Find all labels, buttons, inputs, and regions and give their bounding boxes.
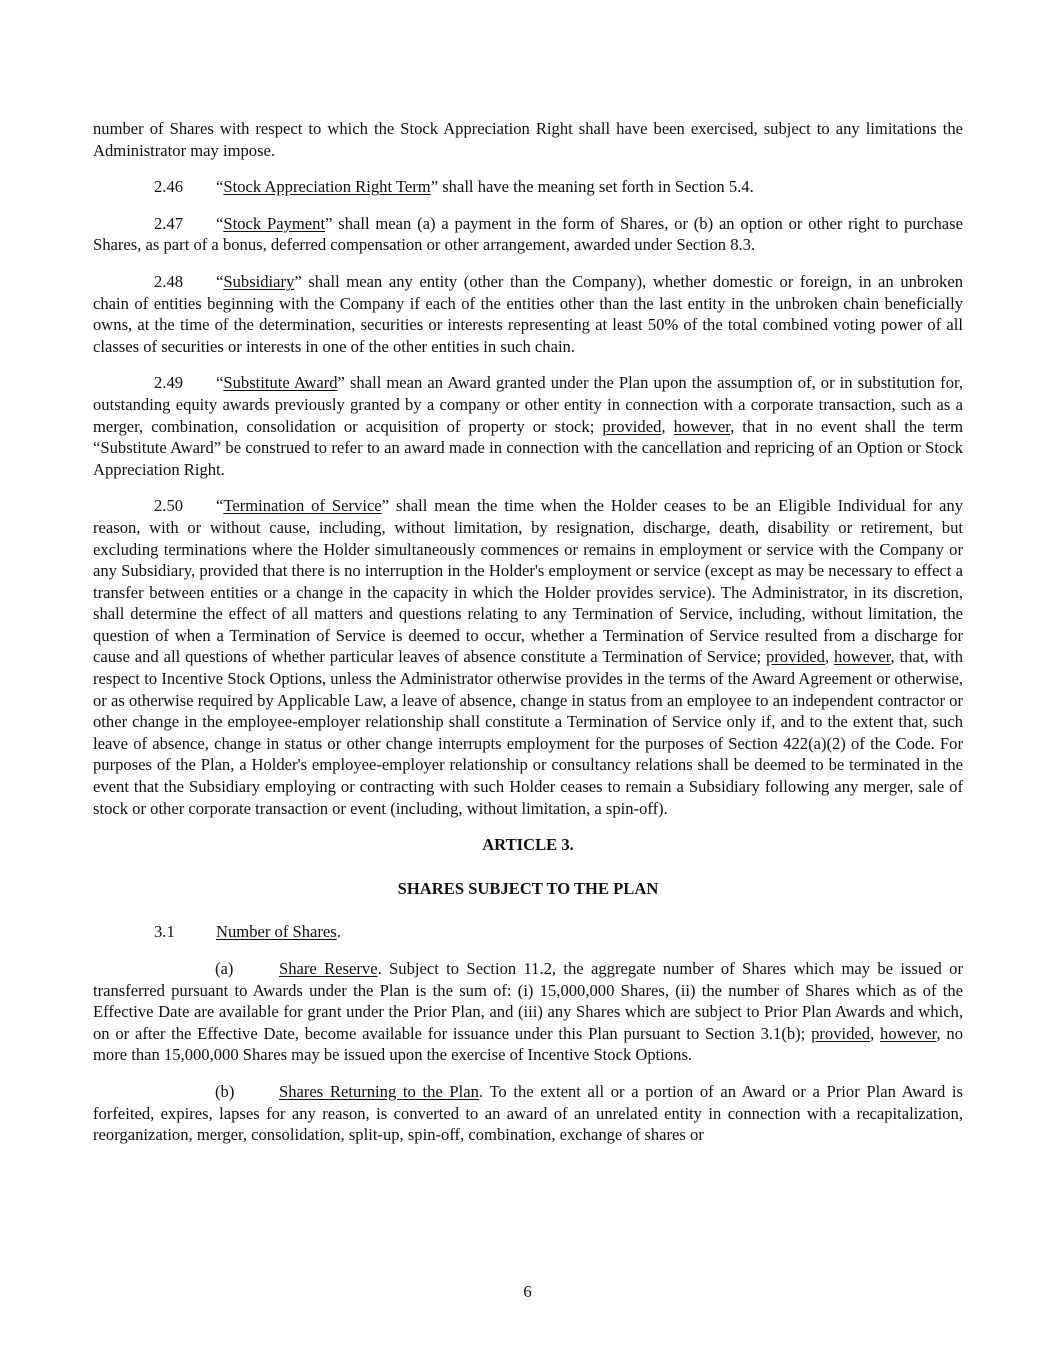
provided-term: provided xyxy=(765,647,825,667)
quote-open: “ xyxy=(216,213,224,233)
subsection-text-end: , no more than 15,000,000 Shares may be issued upon the exercise of Incentive Stock Options. xyxy=(93,1023,964,1065)
definition-text: ” shall mean (a) a payment in the form of Shares, or (b) an option or other right to purchase Shares, as part of a bonus, deferred compensation or other arrangement, awarded under Section 8.3. xyxy=(93,213,963,255)
section-number: 2.49 xyxy=(154,373,184,393)
definition-text: ” shall have the meaning set forth in Section 5.4. xyxy=(430,177,754,197)
section-2-48 xyxy=(93,271,963,357)
article-heading: ARTICLE 3. xyxy=(482,835,574,855)
subsection-heading: Shares Returning to the Plan xyxy=(279,1081,479,1101)
section-number: 3.1 xyxy=(154,922,175,942)
section-3-1 xyxy=(93,921,963,943)
subsection-number: (b) xyxy=(215,1081,235,1101)
article-title: SHARES SUBJECT TO THE PLAN xyxy=(397,878,659,898)
continued-paragraph: number of Shares with respect to which the Stock Appreciation Right shall have been exercised, subject to any limitations the Administrator may impose. xyxy=(93,119,963,160)
defined-term: Termination of Service xyxy=(223,496,382,516)
defined-term: Stock Appreciation Right Term xyxy=(223,177,431,197)
subsection-heading: Share Reserve xyxy=(279,959,378,978)
however-term: however xyxy=(880,1023,937,1043)
section-2-46 xyxy=(93,176,963,198)
section-number: 2.50 xyxy=(154,496,184,516)
definition-text: ” shall mean any entity (other than the Company), whether domestic or foreign, in an unbroken chain of entities beginning with the Company if each of the entities other than the last entity in the unbroken chain beneficially owns, at the time of the determination, securities or interests representing at least 50% of the total combined voting power of all classes of securities or interests in one of the other entities in such chain. xyxy=(93,271,963,356)
provided-term: provided xyxy=(602,416,662,436)
definition-text: ” shall mean the time when the Holder ceases to be an Eligible Individual for any reason, with or without cause, including, without limitation, by resignation, discharge, death, disability or retirement, but excluding terminations where the Holder simultaneously commences or remains in employment or service with the Company or any Subsidiary, provided that there is no interruption in the Holder's employment or service (except as may be necessary to effect a transfer between entities or a change in the capacity in which the Holder provides service). The Administrator, in its discretion, shall determine the effect of all matters and questions relating to any Termination of Service, including, without limitation, the question of when a Termination of Service is deemed to occur, whether a Termination of Service resulted from a discharge for cause and all questions of whether particular leaves of absence constitute a Termination of Service; xyxy=(93,496,963,667)
subsection-text: . Subject to Section 11.2, the aggregate number of Shares which may be issued or transferred pursuant to Awards under the Plan is the sum of: (i) 15,000,000 Shares, (ii) the number of Shares which as of the Effective Date are available for grant under the Prior Plan, and (iii) any Shares which are subject to Prior Plan Awards and which, on or after the Effective Date, become available for issuance under this Plan pursuant to Section 3.1(b); xyxy=(93,959,963,1043)
comma: , xyxy=(870,1023,881,1043)
section-2-49 xyxy=(93,372,963,480)
subsection-text: . To the extent all or a portion of an Award or a Prior Plan Award is forfeited, expires, lapses for any reason, is converted to an award of an unrelated entity in connection with a recapitalization, reorganization, merger, consolidation, split-up, spin-off, combination, exchange of shares or xyxy=(93,1081,963,1145)
quote-open: “ xyxy=(216,373,224,393)
quote-open: “ xyxy=(216,496,224,516)
definition-text: ” shall mean an Award granted under the Plan upon the assumption of, or in substitution for, outstanding equity awards previously granted by a company or other entity in connection with a corporate transaction, such as a merger, combination, consolidation or acquisition of property or stock; xyxy=(93,373,963,436)
provided-term: provided xyxy=(811,1023,871,1043)
section-3-1-b xyxy=(93,1081,963,1146)
quote-open: “ xyxy=(216,177,224,197)
section-heading: Number of Shares xyxy=(216,922,337,942)
subsection-number: (a) xyxy=(215,959,234,978)
period: . xyxy=(336,922,341,942)
quote-open: “ xyxy=(216,271,224,291)
comma: , xyxy=(824,647,835,667)
however-term: however xyxy=(834,647,891,667)
section-2-47 xyxy=(93,213,963,256)
however-term: however xyxy=(673,416,731,436)
section-number: 2.48 xyxy=(154,271,184,291)
document-page xyxy=(93,118,963,1161)
page-number: 6 xyxy=(523,1282,532,1301)
section-number: 2.46 xyxy=(154,177,184,197)
section-2-50 xyxy=(93,495,963,819)
section-number: 2.47 xyxy=(154,213,184,233)
defined-term: Stock Payment xyxy=(223,213,326,233)
defined-term: Substitute Award xyxy=(223,373,338,393)
defined-term: Subsidiary xyxy=(223,271,295,291)
section-3-1-a xyxy=(93,958,963,1066)
definition-text-end: , that in no event shall the term “Substitute Award” be construed to refer to an award made in connection with the cancellation and repricing of an Option or Stock Appreciation Right. xyxy=(93,416,964,479)
comma: , xyxy=(661,416,674,436)
definition-text-end: , that, with respect to Incentive Stock Options, unless the Administrator otherwise provides in the terms of the Award Agreement or otherwise, or as otherwise required by Applicable Law, a leave of absence, change in status from an employee to an independent contractor or other change in the employee-employer relationship shall constitute a Termination of Service only if, and to the extent that, such leave of absence, change in status or other change interrupts employment for the purposes of Section 422(a)(2) of the Code. For purposes of the Plan, a Holder's employee-employer relationship or consultancy relations shall be deemed to be terminated in the event that the Subsidiary employing or contracting with such Holder ceases to remain a Subsidiary following any merger, sale of stock or other corporate transaction or event (including, without limitation, a spin-off). xyxy=(93,647,964,818)
